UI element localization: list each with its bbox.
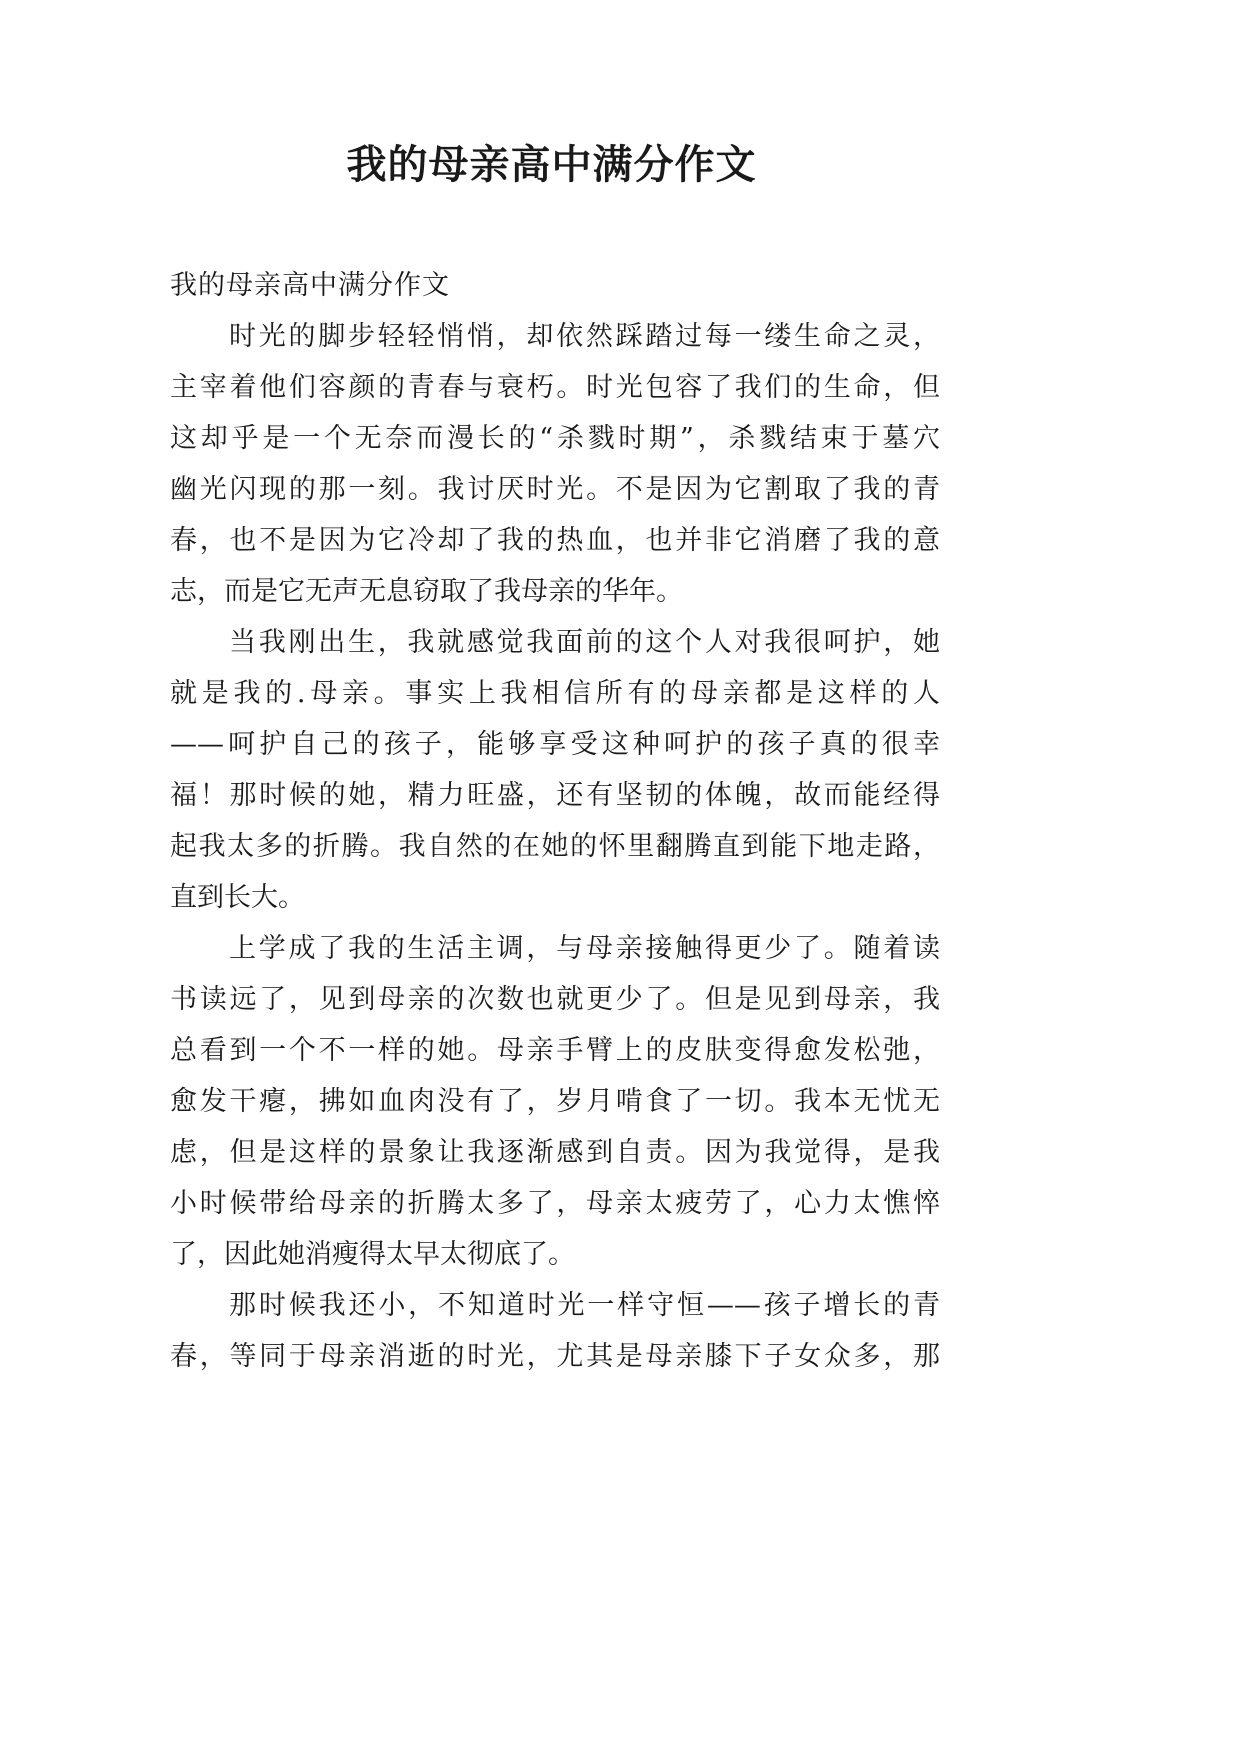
paragraph-line: 志，而是它无声无息窃取了我母亲的华年。	[170, 576, 683, 607]
subtitle-line: 我的母亲高中满分作文	[170, 270, 450, 301]
paragraph-line: 上学成了我的生活主调，与母亲接触得更少了。随着读	[229, 933, 940, 964]
paragraph-line: 当我刚出生，我就感觉我面前的这个人对我很呵护，她	[229, 627, 940, 658]
paragraph-line: 福！那时候的她，精力旺盛，还有坚韧的体魄，故而能经得	[170, 780, 940, 811]
paragraph-line: 了，因此她消瘦得太早太彻底了。	[170, 1239, 575, 1270]
paragraph-line: 主宰着他们容颜的青春与衰朽。时光包容了我们的生命，但	[170, 372, 940, 403]
document-title: 我的母亲高中满分作文	[346, 142, 757, 188]
paragraph-line: 幽光闪现的那一刻。我讨厌时光。不是因为它割取了我的青	[170, 474, 940, 505]
paragraph-line: 春，等同于母亲消逝的时光，尤其是母亲膝下子女众多，那	[170, 1341, 940, 1372]
paragraph-line: 虑，但是这样的景象让我逐渐感到自责。因为我觉得，是我	[170, 1137, 940, 1168]
paragraph-line: 总看到一个不一样的她。母亲手臂上的皮肤变得愈发松弛，	[170, 1035, 940, 1066]
paragraph-line: 春，也不是因为它冷却了我的热血，也并非它消磨了我的意	[170, 525, 940, 556]
paragraph-line: 愈发干瘪，拂如血肉没有了，岁月啃食了一切。我本无忧无	[170, 1086, 940, 1117]
paragraph-line: 那时候我还小，不知道时光一样守恒——孩子增长的青	[229, 1290, 940, 1321]
paragraph-line: 小时候带给母亲的折腾太多了，母亲太疲劳了，心力太憔悴	[170, 1188, 940, 1219]
paragraph-line: 书读远了，见到母亲的次数也就更少了。但是见到母亲，我	[170, 984, 940, 1015]
document-body	[170, 260, 940, 1382]
paragraph-line: 就是我的.母亲。事实上我相信所有的母亲都是这样的人	[170, 678, 940, 709]
paragraph-line: 直到长大。	[170, 882, 305, 913]
paragraph-line: 时光的脚步轻轻悄悄，却依然踩踏过每一缕生命之灵，	[229, 321, 940, 352]
paragraph-line: 这却乎是一个无奈而漫长的“杀戮时期”，杀戮结束于墓穴	[170, 423, 940, 454]
paragraph-line: 起我太多的折腾。我自然的在她的怀里翻腾直到能下地走路，	[170, 831, 940, 862]
paragraph-line: ——呵护自己的孩子，能够享受这种呵护的孩子真的很幸	[170, 729, 940, 760]
